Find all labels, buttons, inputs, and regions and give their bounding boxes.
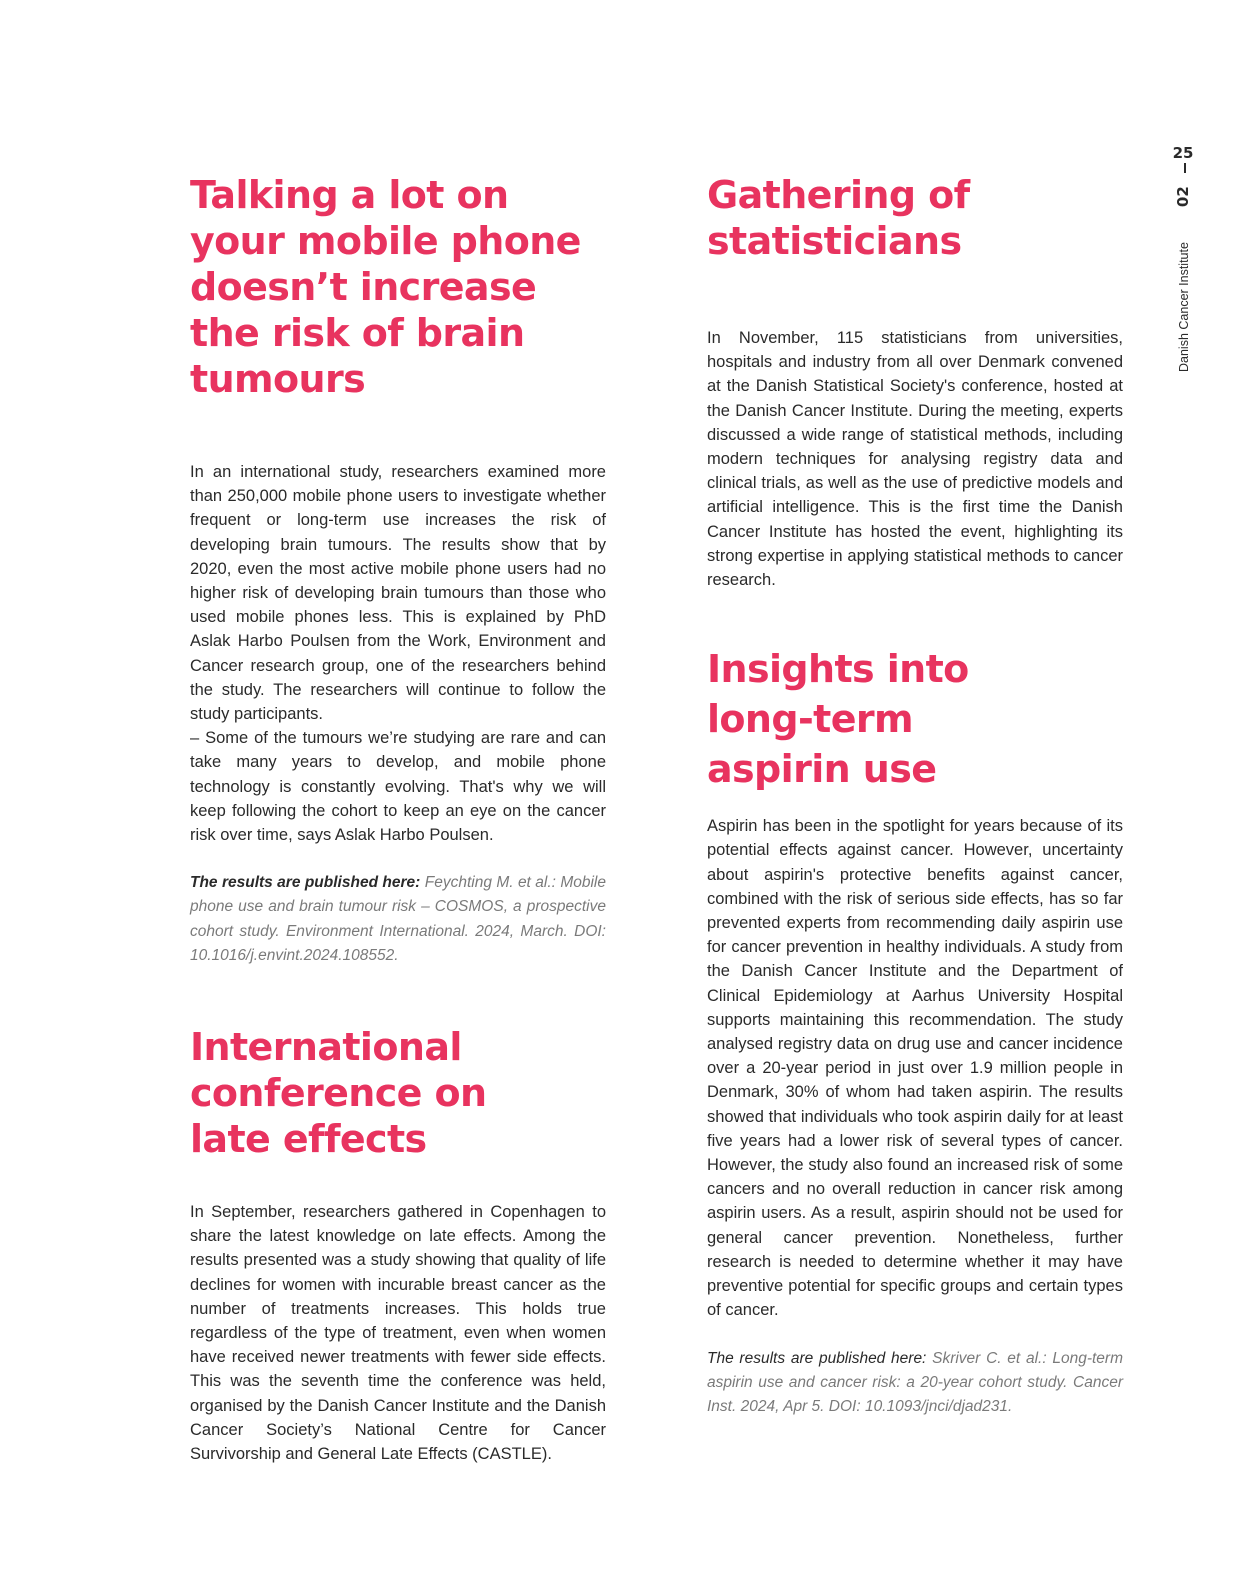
article-body-late-effects: In September, researchers gathered in Copenhagen to share the latest knowledge on late effects. Among the results presented was a study showing that quality of life declines for women with incurable breast cancer as the number of treatments increases. This holds true regardless of the type of treatment, even when women have received newer treatments with fewer side effects. This was the seventh time the conference was held, organised by the Danish Cancer Institute and the Danish Cancer Society’s National Centre for Cancer Survivorship and General Late Effects (CASTLE).: [190, 1203, 606, 1464]
article-quote-mobile: – Some of the tumours we’re studying are rare and can take many years to develop, and mobile phone technology is constantly evolving. That's why we will keep following the cohort to keep an eye on the cancer risk over time, says Aslak Harbo Poulsen.: [190, 729, 606, 845]
side-marker: [1168, 140, 1198, 380]
article-title-statisticians: Gathering of statisticians: [707, 173, 970, 263]
left-column: [190, 172, 606, 1466]
reference-aspirin: [707, 1347, 1123, 1420]
reference-lead: The results are published here:: [190, 874, 421, 892]
article-title-aspirin: Insights into long-term aspirin use: [707, 647, 969, 792]
article-body-aspirin: Aspirin has been in the spotlight for years because of its potential effects against cancer. However, uncertainty about aspirin's protective benefits against cancer, combined with the risk of serious side effects, has so far prevented experts from recommending daily aspirin use for cancer prevention in healthy individuals. A study from the Danish Cancer Institute and the Department of Clinical Epidemiology at Aarhus University Hospital supports maintaining this recommendation. The study analysed registry data on drug use and cancer incidence over a 20-year period in just over 1.9 million people in Denmark, 30% of whom had taken aspirin. The results showed that individuals who took aspirin daily for at least five years had a lower risk of several types of cancer. However, the study also found an increased risk of some cancers and no overall reduction in cancer risk among aspirin users. As a result, aspirin should not be used for general cancer prevention. Nonetheless, further research is needed to determine whether it may have preventive potential for specific groups and certain types of cancer.: [707, 817, 1123, 1320]
reference-mobile: [190, 871, 606, 968]
page-number: 25: [1172, 144, 1194, 162]
right-column: [707, 172, 1123, 1419]
article-body-mobile: In an international study, researchers examined more than 250,000 mobile phone users to investigate whether frequent or long-term use increases the risk of developing brain tumours. The results show that by 2020, even the most active mobile phone users had no higher risk of developing brain tumours than those who used mobile phones less. This is explained by PhD Aslak Harbo Poulsen from the Work, Environment and Cancer research group, one of the researchers behind the study. The researchers will continue to follow the study participants.: [190, 463, 606, 724]
reference-citation: Skriver C. et al.: Long-term aspirin use and cancer risk: a 20-year cohort study. Cancer Inst. 2024, Apr 5. DOI: 10.1093/jnci/djad231.: [707, 1349, 1123, 1415]
section-number: 02: [1174, 186, 1192, 208]
divider: [1184, 163, 1186, 173]
section-label: [1174, 172, 1192, 372]
reference-citation: Feychting M. et al.: Mobile phone use and brain tumour risk – COSMOS, a prospective cohort study. Environment International. 2024, March. DOI: 10.1016/j.envint.2024.108552.: [190, 874, 606, 964]
article-title-mobile: Talking a lot on your mobile phone doesn’t increase the risk of brain tumours: [190, 173, 581, 401]
organization-name: Danish Cancer Institute: [1177, 242, 1191, 372]
article-title-late-effects: International conference on late effects: [190, 1025, 487, 1162]
article-body-statisticians: In November, 115 statisticians from universities, hospitals and industry from all over Denmark convened at the Danish Statistical Society's conference, hosted at the Danish Cancer Institute. During the meeting, experts discussed a wide range of statistical methods, including modern techniques for analysing registry data and clinical trials, as well as the use of predictive models and artificial intelligence. This is the first time the Danish Cancer Institute has hosted the event, highlighting its strong expertise in applying statistical methods to cancer research.: [707, 329, 1123, 590]
reference-lead: The results are published here:: [707, 1349, 927, 1367]
